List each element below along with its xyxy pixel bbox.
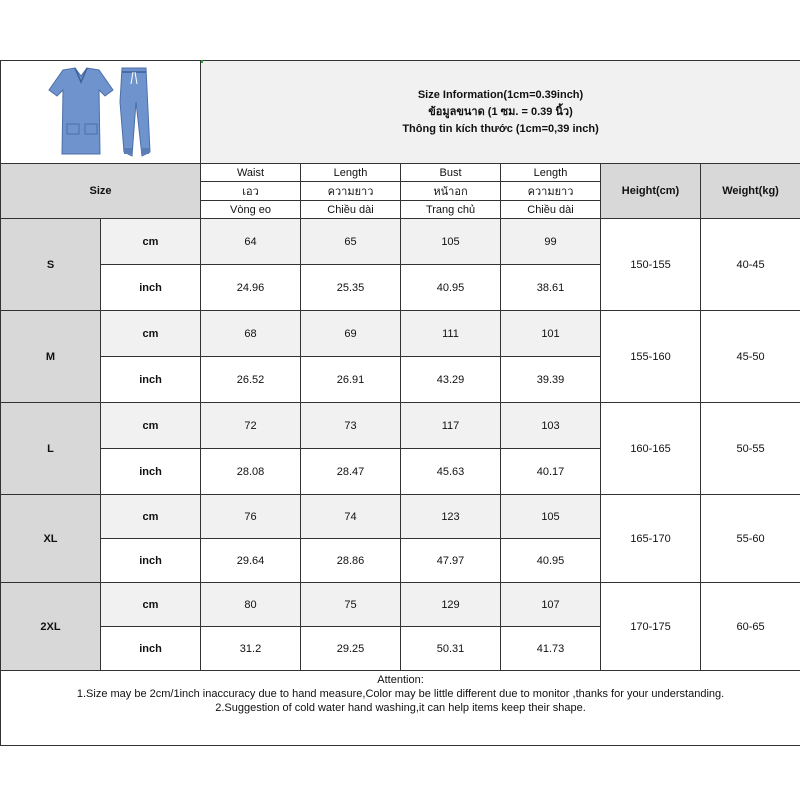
cm-value: 99: [501, 219, 601, 265]
inch-value: 50.31: [401, 627, 501, 671]
inch-value: 24.96: [201, 265, 301, 311]
table-row: [1, 495, 800, 539]
cm-value: 80: [201, 583, 301, 627]
col-bust-th: หน้าอก: [401, 182, 501, 201]
corner-mark: [201, 60, 203, 63]
cm-value: 75: [301, 583, 401, 627]
weight-range: 50-55: [701, 403, 800, 495]
inch-value: 28.47: [301, 449, 401, 495]
cm-value: 105: [501, 495, 601, 539]
size-chart: [0, 60, 800, 746]
unit-inch: inch: [101, 265, 201, 311]
cm-value: 69: [301, 311, 401, 357]
cm-value: 103: [501, 403, 601, 449]
cm-value: 64: [201, 219, 301, 265]
col-waist-vi: Vòng eo: [201, 201, 301, 219]
inch-value: 29.64: [201, 539, 301, 583]
col-bust-en: Bust: [401, 164, 501, 182]
info-line-th: ข้อมูลขนาด (1 ซม. = 0.39 นิ้ว): [428, 105, 573, 118]
product-photo-cell: [1, 61, 201, 164]
inch-value: 26.91: [301, 357, 401, 403]
height-range: 170-175: [601, 583, 701, 671]
cm-value: 74: [301, 495, 401, 539]
scrub-pants-icon: [120, 68, 150, 156]
weight-heading: Weight(kg): [701, 164, 800, 219]
col-waist-th: เอว: [201, 182, 301, 201]
unit-inch: inch: [101, 449, 201, 495]
size-label-1: M: [1, 311, 101, 403]
size-label-0: S: [1, 219, 101, 311]
weight-range: 55-60: [701, 495, 800, 583]
size-information-header: [201, 61, 800, 164]
inch-value: 40.95: [401, 265, 501, 311]
cm-value: 107: [501, 583, 601, 627]
unit-inch: inch: [101, 357, 201, 403]
attention-line-1: 1.Size may be 2cm/1inch inaccuracy due to hand measure,Color may be little different due to monitor ,thanks for your understanding.: [76, 688, 725, 700]
cm-value: 101: [501, 311, 601, 357]
inch-value: 31.2: [201, 627, 301, 671]
inch-value: 43.29: [401, 357, 501, 403]
cm-value: 117: [401, 403, 501, 449]
cm-value: 129: [401, 583, 501, 627]
info-line-en: Size Information(1cm=0.39inch): [417, 88, 584, 101]
height-range: 155-160: [601, 311, 701, 403]
inch-value: 26.52: [201, 357, 301, 403]
size-table: [0, 60, 800, 746]
inch-value: 40.95: [501, 539, 601, 583]
inch-value: 29.25: [301, 627, 401, 671]
unit-cm: cm: [101, 311, 201, 357]
cm-value: 105: [401, 219, 501, 265]
col-length-vi: Chiều dài: [301, 201, 401, 219]
product-photo: [1, 62, 201, 162]
weight-range: 60-65: [701, 583, 800, 671]
height-range: 160-165: [601, 403, 701, 495]
col-waist-en: Waist: [201, 164, 301, 182]
weight-range: 40-45: [701, 219, 800, 311]
table-row: [1, 311, 800, 357]
table-row: [1, 219, 800, 265]
unit-cm: cm: [101, 495, 201, 539]
table-row: [1, 403, 800, 449]
size-heading: Size: [1, 164, 201, 219]
size-label-3: XL: [1, 495, 101, 583]
cm-value: 68: [201, 311, 301, 357]
attention-note: [1, 671, 800, 746]
cm-value: 76: [201, 495, 301, 539]
unit-inch: inch: [101, 539, 201, 583]
col-bust-vi: Trang chủ: [401, 201, 501, 219]
inch-value: 45.63: [401, 449, 501, 495]
height-heading: Height(cm): [601, 164, 701, 219]
height-range: 165-170: [601, 495, 701, 583]
inch-value: 41.73: [501, 627, 601, 671]
col-length-en: Length: [301, 164, 401, 182]
col-pants-length-vi: Chiều dài: [501, 201, 601, 219]
size-label-2: L: [1, 403, 101, 495]
col-length-th: ความยาว: [301, 182, 401, 201]
inch-value: 40.17: [501, 449, 601, 495]
col-pants-length-en: Length: [501, 164, 601, 182]
info-line-vi: Thông tin kích thước (1cm=0,39 inch): [402, 122, 599, 135]
scrubs-illustration: [1, 62, 201, 162]
inch-value: 38.61: [501, 265, 601, 311]
size-label-4: 2XL: [1, 583, 101, 671]
unit-cm: cm: [101, 403, 201, 449]
unit-cm: cm: [101, 219, 201, 265]
inch-value: 47.97: [401, 539, 501, 583]
unit-inch: inch: [101, 627, 201, 671]
cm-value: 111: [401, 311, 501, 357]
weight-range: 45-50: [701, 311, 800, 403]
attention-title: Attention:: [377, 674, 424, 686]
col-pants-length-th: ความยาว: [501, 182, 601, 201]
size-rows: [1, 219, 800, 671]
inch-value: 39.39: [501, 357, 601, 403]
inch-value: 28.08: [201, 449, 301, 495]
attention-line-2: 2.Suggestion of cold water hand washing,it can help items keep their shape.: [215, 702, 586, 714]
cm-value: 65: [301, 219, 401, 265]
cm-value: 72: [201, 403, 301, 449]
cm-value: 73: [301, 403, 401, 449]
inch-value: 25.35: [301, 265, 401, 311]
table-row: [1, 583, 800, 627]
height-range: 150-155: [601, 219, 701, 311]
inch-value: 28.86: [301, 539, 401, 583]
unit-cm: cm: [101, 583, 201, 627]
cm-value: 123: [401, 495, 501, 539]
